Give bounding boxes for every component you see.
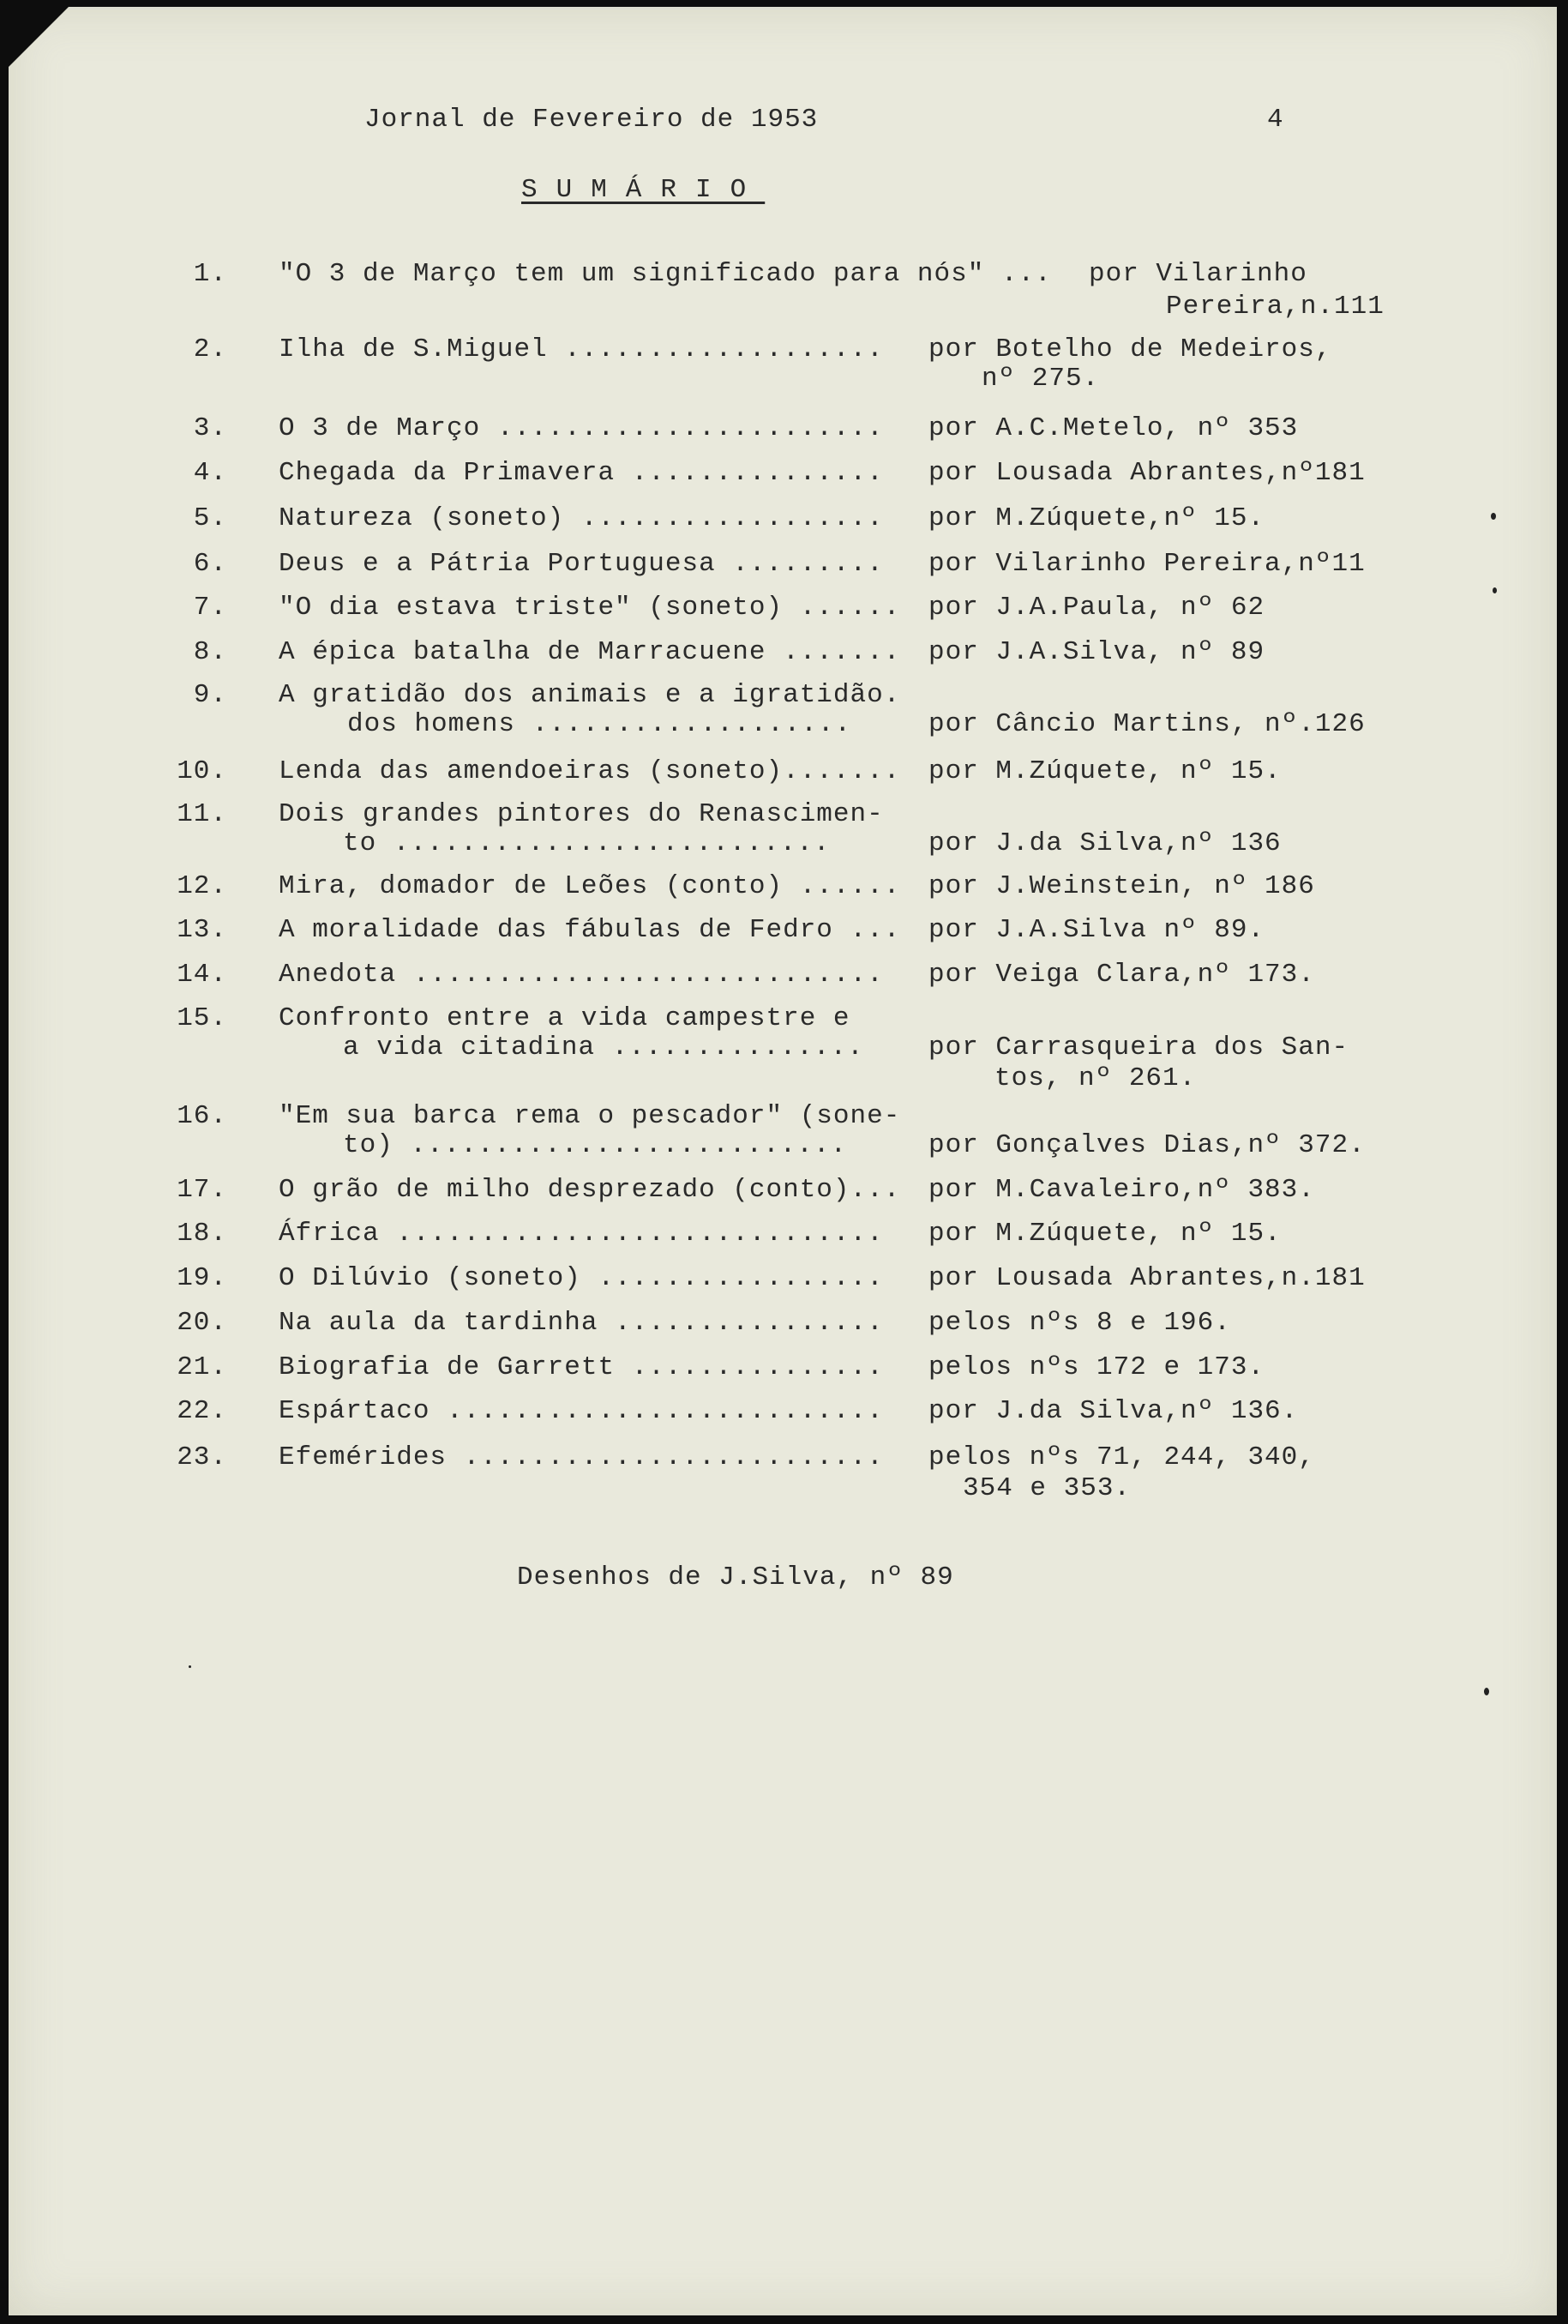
entry-author: pelos nºs 8 e 196.	[928, 1308, 1231, 1338]
entry-number: 21.	[177, 1352, 227, 1382]
entry-author: por Botelho de Medeiros,	[928, 334, 1332, 364]
entry-number: 8.	[193, 637, 227, 667]
entry-number: 20.	[177, 1308, 227, 1338]
entry-number: 22.	[177, 1396, 227, 1426]
paper-speck	[1491, 513, 1496, 520]
torn-corner	[9, 7, 69, 67]
entry-title: Espártaco ..........................	[279, 1396, 884, 1426]
entry-number: 19.	[177, 1263, 227, 1293]
entry-title: Lenda das amendoeiras (soneto).......	[279, 756, 901, 786]
entry-author: por Lousada Abrantes,nº181	[928, 458, 1366, 488]
entry-number: 4.	[193, 458, 227, 488]
entry-author-continuation: Pereira,n.111	[1166, 292, 1385, 322]
drawings-credit: Desenhos de J.Silva, nº 89	[517, 1562, 954, 1592]
entry-title: Ilha de S.Miguel ...................	[279, 334, 884, 364]
entry-number: 3.	[193, 413, 227, 443]
entry-title: Na aula da tardinha ................	[279, 1308, 884, 1338]
entry-author: por J.da Silva,nº 136.	[928, 1396, 1299, 1426]
entry-author: por Vilarinho	[1089, 259, 1307, 289]
entry-number: 16.	[177, 1101, 227, 1131]
entry-title: África .............................	[279, 1219, 884, 1249]
entry-author-continuation: tos, nº 261.	[994, 1063, 1197, 1093]
summary-heading: SUMÁRIO	[521, 175, 766, 205]
entry-number: 2.	[193, 334, 227, 364]
entry-number: 7.	[193, 593, 227, 623]
entry-number: 14.	[177, 960, 227, 990]
entry-number: 11.	[177, 799, 227, 829]
entry-title: Deus e a Pátria Portuguesa .........	[279, 549, 884, 579]
entry-number: 13.	[177, 915, 227, 945]
entry-author: por Lousada Abrantes,n.181	[928, 1263, 1366, 1293]
entry-author: por J.da Silva,nº 136	[928, 828, 1282, 858]
entry-number: 15.	[177, 1003, 227, 1033]
entry-author: por Vilarinho Pereira,nº11	[928, 549, 1366, 579]
entry-title: Natureza (soneto) ..................	[279, 503, 884, 533]
entry-author: por Carrasqueira dos San-	[928, 1033, 1349, 1063]
entry-number: 23.	[177, 1442, 227, 1472]
entry-author: por M.Zúquete, nº 15.	[928, 756, 1282, 786]
entry-title: "Em sua barca rema o pescador" (sone-	[279, 1101, 901, 1131]
entry-title: Efemérides .........................	[279, 1442, 884, 1472]
entry-title-continuation: a vida citadina ...............	[343, 1033, 864, 1063]
paper-speck	[1493, 587, 1497, 593]
entry-author: por J.A.Silva, nº 89	[928, 637, 1265, 667]
entry-author-continuation: 354 e 353.	[963, 1473, 1132, 1503]
entry-number: 6.	[193, 549, 227, 579]
entry-number: 9.	[193, 680, 227, 710]
entry-title: "O 3 de Março tem um significado para nós" ...	[279, 259, 1052, 289]
entry-number: 18.	[177, 1219, 227, 1249]
entry-title-continuation: to) ..........................	[343, 1130, 848, 1160]
entry-author: por M.Zúquete, nº 15.	[928, 1219, 1282, 1249]
entry-title: A moralidade das fábulas de Fedro ...	[279, 915, 901, 945]
page-number: 4	[1267, 105, 1284, 135]
entry-number: 1.	[193, 259, 227, 289]
entry-author: por M.Zúquete,nº 15.	[928, 503, 1265, 533]
entry-title: A épica batalha de Marracuene .......	[279, 637, 901, 667]
entry-author: pelos nºs 71, 244, 340,	[928, 1442, 1315, 1472]
entry-title-continuation: dos homens ...................	[347, 709, 852, 739]
entry-author: por J.Weinstein, nº 186	[928, 871, 1315, 901]
entry-title: Confronto entre a vida campestre e	[279, 1003, 850, 1033]
entry-title-continuation: to ..........................	[343, 828, 831, 858]
paper-speck	[1484, 1688, 1489, 1695]
entry-author: por J.A.Silva nº 89.	[928, 915, 1265, 945]
entry-author: por Câncio Martins, nº.126	[928, 709, 1366, 739]
entry-author: por M.Cavaleiro,nº 383.	[928, 1175, 1315, 1205]
entry-title: O grão de milho desprezado (conto)...	[279, 1175, 901, 1205]
entry-author: pelos nºs 172 e 173.	[928, 1352, 1265, 1382]
entry-number: 5.	[193, 503, 227, 533]
entry-author: por J.A.Paula, nº 62	[928, 593, 1265, 623]
entry-title: Anedota ............................	[279, 960, 884, 990]
entry-title: Chegada da Primavera ...............	[279, 458, 884, 488]
entry-title: "O dia estava triste" (soneto) ......	[279, 593, 901, 623]
entry-number: 10.	[177, 756, 227, 786]
entry-author: por Gonçalves Dias,nº 372.	[928, 1130, 1366, 1160]
entry-author: por A.C.Metelo, nº 353	[928, 413, 1299, 443]
entry-number: 17.	[177, 1175, 227, 1205]
entry-title: O 3 de Março .......................	[279, 413, 884, 443]
entry-title: Biografia de Garrett ...............	[279, 1352, 884, 1382]
entry-title: Dois grandes pintores do Renascimen-	[279, 799, 884, 829]
entry-number: 12.	[177, 871, 227, 901]
journal-title: Jornal de Fevereiro de 1953	[364, 105, 819, 135]
entry-title: O Dilúvio (soneto) .................	[279, 1263, 884, 1293]
paper-speck	[189, 1665, 191, 1668]
entry-author: por Veiga Clara,nº 173.	[928, 960, 1315, 990]
entry-author-continuation: nº 275.	[982, 364, 1100, 394]
entry-title: Mira, domador de Leões (conto) ......	[279, 871, 901, 901]
entry-title: A gratidão dos animais e a igratidão.	[279, 680, 901, 710]
